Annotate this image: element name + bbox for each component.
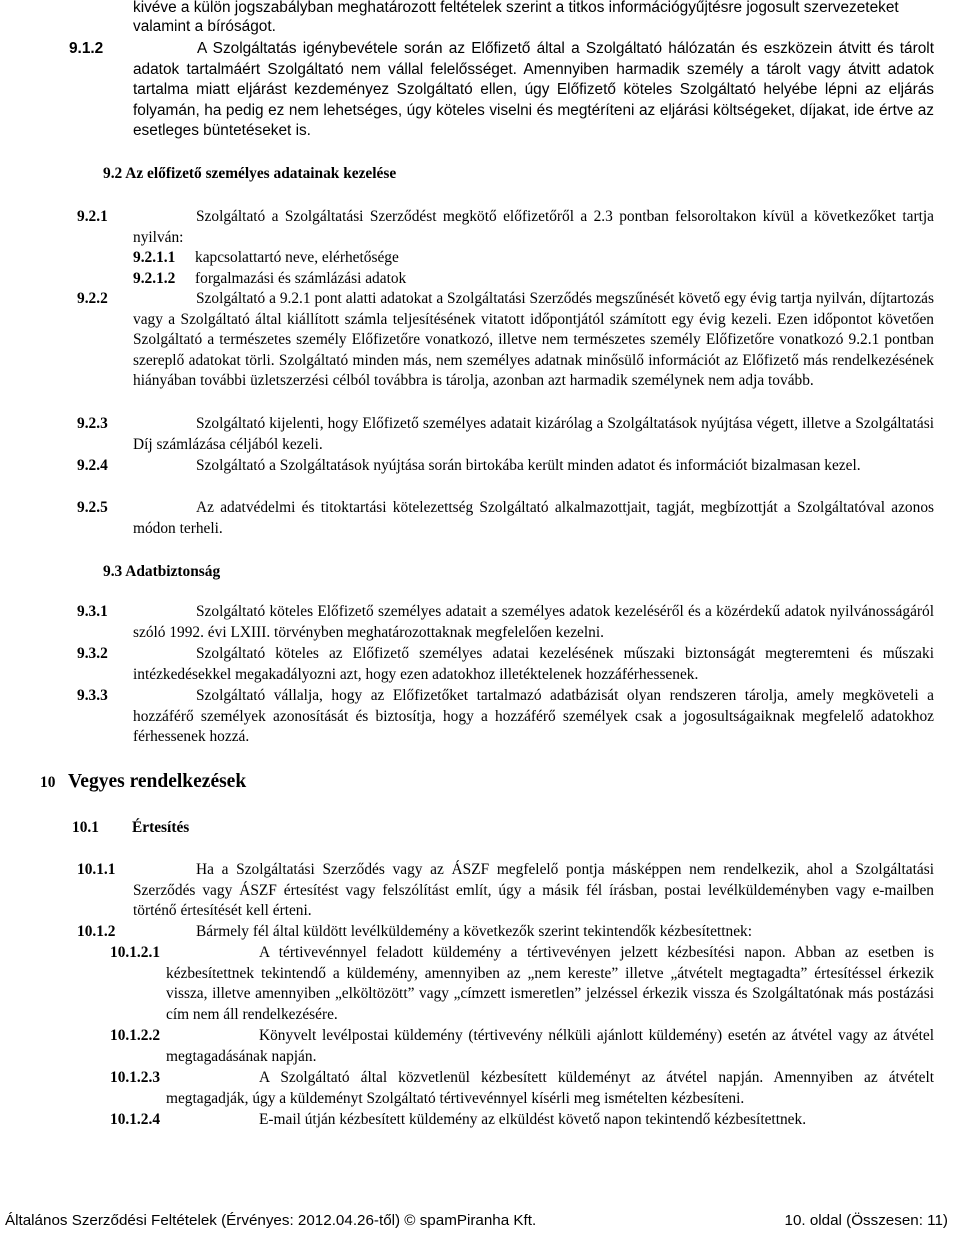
- heading-9-2: 9.2 Az előfizető személyes adatainak kezelése: [103, 165, 397, 182]
- section-10-1-1: [77, 860, 934, 922]
- section-text: Szolgáltató kijelenti, hogy Előfizető személyes adatait kizárólag a Szolgáltatások nyújtása végett, illetve a Szolgáltatási Díj számlázása céljából kezeli.: [133, 415, 934, 453]
- section-number: 9.3.2: [77, 645, 108, 662]
- section-9-2-2: [77, 289, 934, 392]
- section-number: 9.2.5: [77, 499, 108, 516]
- section-text: A tértivevénnyel feladott küldemény a tértivevényen jelzett kézbesítési napon. Abban az esetben is kézbesítettnek tekintendő a küldemény, amennyiben az „nem kereste” illetve „átvételt megtagadta” értesítéssel érkezik vissza, illetve amennyiben „elköltözött” vagy „címzett ismeretlen” jelzéssel érkezik vissza és Szolgáltatónak más postázási cím nem áll rendelkezésére.: [166, 944, 934, 1023]
- section-number: 9.3.1: [77, 603, 108, 620]
- section-text: A Szolgáltatás igénybevétele során az Előfizető által a Szolgáltató hálózatán és eszközein átvitt és tárolt adatok tartalmáért Szolgáltató nem vállal felelősséget. Amennyiben harmadik személy a tárolt vagy átvitt adatok tartalma miatt eljárást kezdeményez Szolgáltató ellen, úgy Előfizető köteles Szolgáltató helyébe lépni az eljárás folyamán, ha pedig ez nem lehetséges, úgy köteles viselni és megtéríteni az eljárási költségeket, díjakat, ide értve az esetleges büntetéseket is.: [133, 40, 934, 140]
- section-number: 10.1.1: [77, 861, 116, 878]
- section-text: Szolgáltató a 9.2.1 pont alatti adatokat a Szolgáltatási Szerződés megszűnését követő egy évig tartja nyilván, díjtartozás vagy a Szolgáltató által kiállított számla teljesítésének vitatott időpontjától számított egy évig kezeli. Ezen időpontot követően Szolgáltató a természetes személy Előfizetőre vonatkozó, illetve nem természetes személy Előfizetőre vonatkozó 9.2.1 pontban szereplő adatokat törli. Szolgáltató minden más, nem személyes adatnak minősülő információt az Előfizető más rendelkezésének hiányában további üzletszerzési célból továbbra is tárolja, azonban azt harmadik személynek nem adja tovább.: [133, 290, 934, 390]
- section-number: 10.1.2.2: [110, 1027, 161, 1044]
- section-text: Szolgáltató vállalja, hogy az Előfizetőket tartalmazó adatbázisát olyan rendszeren tárolja, amely megköveteli a hozzáférő személyek azonosítását és biztosítja, hogy a hozzáférő személyek csak a jogosultságaiknak megfelelő adatokhoz férhessenek hozzá.: [133, 687, 934, 746]
- page-footer: [5, 1211, 948, 1232]
- footer-document-title: Általános Szerződési Feltételek (Érvényes: 2012.04.26-től) © spamPiranha Kft.: [5, 1212, 537, 1229]
- section-number: 9.2.1: [77, 208, 108, 225]
- section-text: Szolgáltató köteles Előfizető személyes adatait a személyes adatok kezeléséről és a közérdekű adatok nyilvánosságáról szóló 1992. évi LXIII. törvényben meghatározottaknak megfelelően kezelni.: [133, 603, 934, 641]
- section-9-2-4: [77, 456, 934, 477]
- section-number: 9.3.3: [77, 687, 108, 704]
- heading-title: Értesítés: [132, 819, 190, 836]
- section-number: 9.2.2: [77, 290, 108, 307]
- section-9-3-1: [77, 602, 934, 643]
- section-number: 10.1.2.4: [110, 1111, 161, 1128]
- heading-10: [40, 770, 246, 795]
- heading-title: Vegyes rendelkezések: [68, 771, 247, 792]
- section-10-1-2: [77, 922, 934, 943]
- section-number: 10.1.2.1: [110, 944, 161, 961]
- section-9-2-1: [77, 207, 934, 248]
- section-number: 9.2.1.2: [133, 270, 176, 287]
- section-9-2-3: [77, 414, 934, 455]
- section-text: Bármely fél által küldött levélküldemény a következők szerint tekintendők kézbesítettnek:: [196, 923, 753, 940]
- heading-number: 10.1: [72, 819, 99, 836]
- section-number: 9.1.2: [69, 40, 104, 57]
- heading-number: 10: [40, 774, 56, 791]
- section-10-1-2-2: [110, 1026, 934, 1067]
- section-text: Szolgáltató a Szolgáltatási Szerződést megkötő előfizetőről a 2.3 pontban felsoroltakon kívül a következőket tartja nyilván:: [133, 208, 934, 246]
- section-10-1-2-1: [110, 943, 934, 1025]
- section-text: forgalmazási és számlázási adatok: [195, 270, 407, 287]
- section-number: 10.1.2.3: [110, 1069, 161, 1086]
- section-9-2-1-2: [133, 269, 934, 290]
- section-text: Szolgáltató a Szolgáltatások nyújtása során birtokába került minden adatot és információt bizalmasan kezel.: [196, 457, 861, 474]
- section-9-3-3: [77, 686, 934, 748]
- section-10-1-2-4: [110, 1110, 934, 1131]
- heading-10-1: [72, 818, 189, 839]
- section-number: 10.1.2: [77, 923, 116, 940]
- section-9-1-2: [69, 39, 934, 142]
- section-text: A Szolgáltató által közvetlenül kézbesített küldeményt az átvétel napján. Amennyiben az átvételt megtagadják, úgy a küldeményt Szolgáltató tértivevénnyel kísérli meg ismételten kézbesíteni.: [166, 1069, 934, 1107]
- intro-line-1: kivéve a külön jogszabályban meghatározott feltételek szerint a titkos információgyűjtésre jogosult szervezeteket: [133, 0, 899, 16]
- section-number: 9.2.3: [77, 415, 108, 432]
- section-text: kapcsolattartó neve, elérhetősége: [195, 249, 399, 266]
- heading-9-3: 9.3 Adatbiztonság: [103, 563, 221, 580]
- footer-page-number: 10. oldal (Összesen: 11): [784, 1212, 948, 1229]
- section-number: 9.2.1.1: [133, 249, 176, 266]
- section-text: Ha a Szolgáltatási Szerződés vagy az ÁSZF megfelelő pontja másképpen nem rendelkezik, ahol a Szolgáltatási Szerződés vagy ÁSZF értesítést vagy felszólítást említ, úgy a másik fél írásban, postai levélküldeményben vagy e-mailben történő értesítését kell érteni.: [133, 861, 934, 920]
- section-10-1-2-3: [110, 1068, 934, 1109]
- section-9-3-2: [77, 644, 934, 685]
- section-text: Szolgáltató köteles az Előfizető személyes adatai kezelésének műszaki biztonságát megteremteni és műszaki intézkedésekkel megakadályozni azt, hogy ezen adatokhoz illetéktelenek hozzáférhessenek.: [133, 645, 934, 683]
- section-text: Az adatvédelmi és titoktartási kötelezettség Szolgáltató alkalmazottjait, tagját, megbízottját a Szolgáltatóval azonos módon terheli.: [133, 499, 934, 537]
- section-text: E-mail útján kézbesített küldemény az elküldést követő napon tekintendő kézbesítettnek.: [259, 1111, 807, 1128]
- section-number: 9.2.4: [77, 457, 108, 474]
- section-text: Könyvelt levélpostai küldemény (tértivevény nélküli ajánlott küldemény) esetén az átvétel vagy az átvétel megtagadásának napján.: [166, 1027, 934, 1065]
- intro-line-2: valamint a bíróságot.: [133, 18, 276, 35]
- section-9-2-1-1: [133, 248, 934, 269]
- section-9-2-5: [77, 498, 934, 539]
